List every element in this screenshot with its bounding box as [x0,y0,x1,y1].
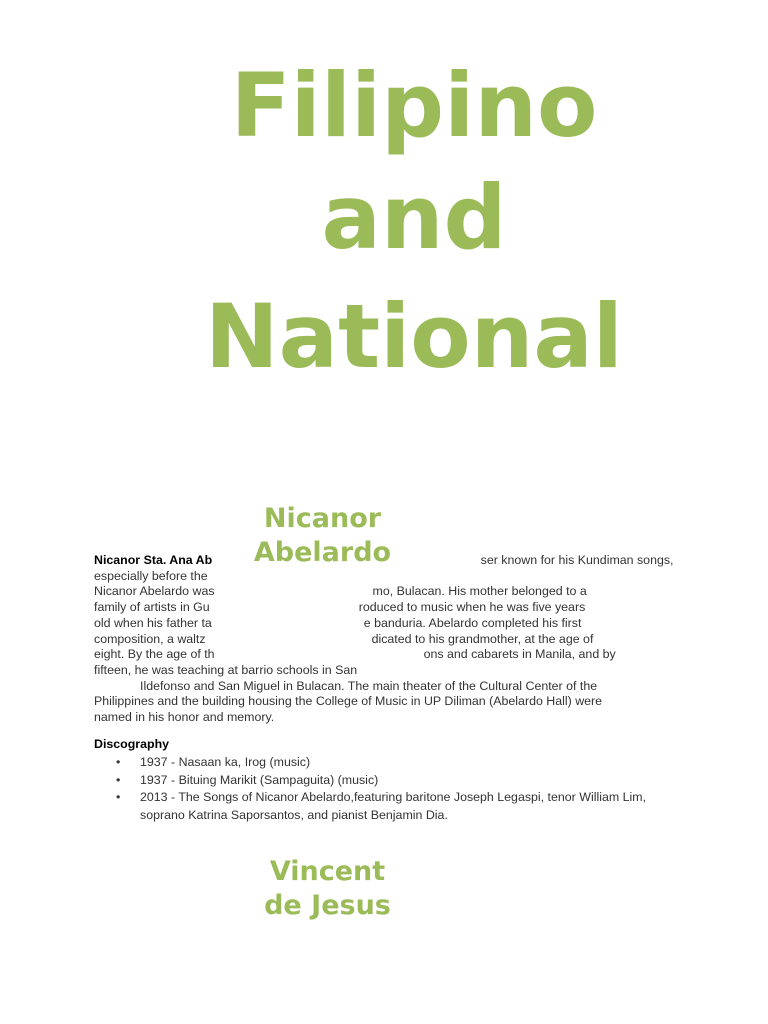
bio-line: composition, a waltz [94,631,206,646]
bio-line: family of artists in Gu [94,600,210,615]
discography-list [94,754,674,824]
title-line-3: National [205,285,623,388]
bio-line: fifteen, he was teaching at barrio schools in San [94,662,358,677]
list-item-text: 2013 - The Songs of Nicanor Abelardo,featuring baritone Joseph Legaspi, tenor William Lim, soprano Katrina Saporsantos, and pianist Benjamin Dia. [140,790,647,822]
heading-line-2: Abelardo [253,537,392,568]
list-item-text: 1937 - Nasaan ka, Irog (music) [140,755,311,769]
heading-line-2: de Jesus [264,890,391,921]
bullet-icon: • [116,772,121,787]
bio-line: roduced to music when he was five years [358,600,586,615]
bio-line: Philippines and the building housing the College of Music in UP Diliman (Abelardo Hall) were [94,694,603,709]
bio-line: ser known for his Kundiman songs, [480,553,674,567]
bio-line: dicated to his grandmother, at the age of [371,631,594,646]
title-line-1: Filipino [230,54,598,157]
bio-line: e banduria. Abelardo completed his first [363,615,582,630]
section-heading-vincent-de-jesus [245,855,410,923]
bio-line: eight. By the age of th [94,647,215,662]
discography-heading: Discography [94,737,170,751]
bullet-icon: • [116,790,121,804]
list-item [94,789,674,824]
bio-line: Ildefonso and San Miguel in Bulacan. The main theater of the Cultural Center of the [140,678,598,693]
list-item-text: 1937 - Bituing Marikit (Sampaguita) (music) [140,772,379,787]
list-item [94,772,674,790]
bio-line: old when his father ta [94,615,212,630]
title-line-2: and [321,166,507,269]
bio-bold-name: Nicanor Sta. Ana Ab [94,553,213,567]
list-item [94,754,674,772]
bio-line: mo, Bulacan. His mother belonged to a [372,584,587,599]
bio-line: Nicanor Abelardo was [94,584,215,599]
heading-line-1: Vincent [269,856,386,887]
bio-line: especially before the [94,568,208,583]
bio-line: ons and cabarets in Manila, and by [423,647,616,662]
biography-paragraph [94,553,674,726]
section-heading-nicanor-abelardo [240,502,405,570]
heading-line-1: Nicanor [263,503,382,534]
bullet-icon: • [116,755,121,769]
bio-line: named in his honor and memory. [94,710,275,725]
